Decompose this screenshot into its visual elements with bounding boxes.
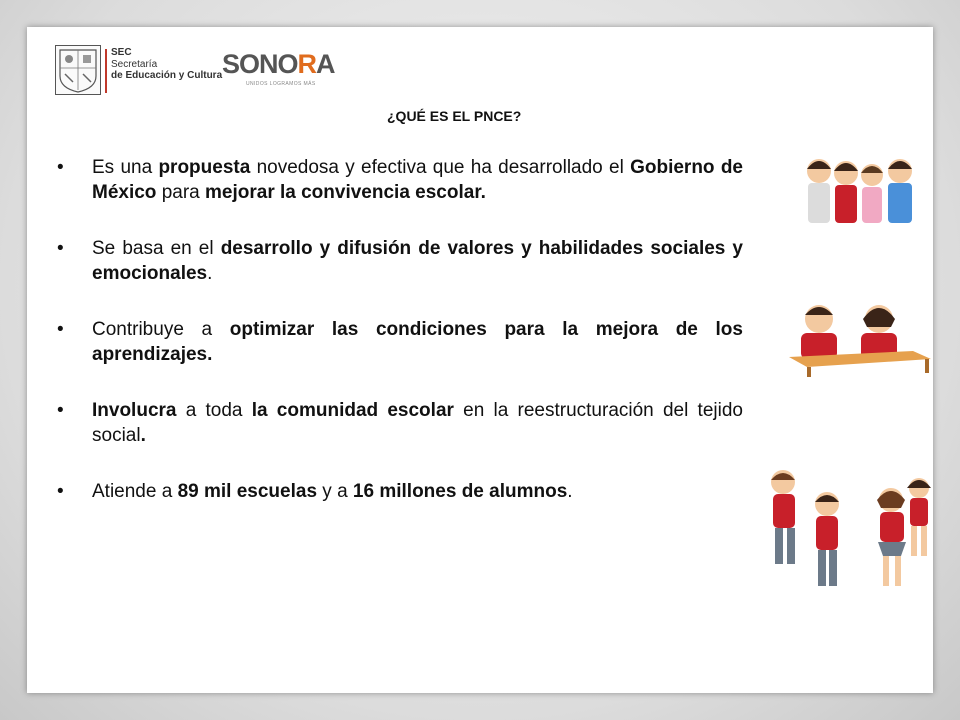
child-figure [861, 164, 883, 223]
bullet-text: para [156, 182, 206, 203]
child-figure [861, 305, 897, 359]
child-figure [907, 478, 931, 556]
sonora-part-a: SONO [222, 49, 298, 79]
bullet-item [57, 236, 743, 286]
bullet-text-bold: optimizar las condiciones para la mejora de los aprendizajes. [92, 319, 743, 365]
bullet-text: . [207, 263, 213, 284]
child-figure [888, 159, 912, 223]
bullet-marker: • [57, 319, 64, 340]
bullet-text-bold: Gobierno de México [92, 157, 743, 203]
page-title: ¿QUÉ ES EL PNCE? [387, 108, 522, 124]
bullet-list [57, 155, 743, 535]
bullet-text-bold: desarrollo y difusión de valores y habilidades sociales y emocionales [92, 238, 743, 284]
sonora-part-r: R [297, 49, 317, 79]
children-playing-illustration [765, 464, 933, 604]
sec-line2: de Educación y Cultura [111, 70, 223, 81]
bullet-text-bold: mejorar la convivencia escolar. [205, 182, 486, 203]
bullet-text-bold: 89 mil escuelas [177, 481, 318, 502]
bullet-text-bold: la comunidad escolar [251, 400, 454, 421]
child-figure [877, 488, 906, 586]
child-figure [834, 161, 858, 223]
sec-logo [55, 45, 235, 97]
child-figure [807, 159, 831, 223]
bullet-text-bold: 16 millones de alumnos [352, 481, 568, 502]
bullet-text: Es una [92, 157, 159, 178]
sec-short: SEC [111, 47, 132, 58]
bullet-marker: • [57, 400, 64, 421]
sonora-logo [222, 49, 352, 89]
bullet-text: Contribuye a [92, 319, 230, 340]
bullet-text: en la reestructuración del tejido social [92, 400, 743, 446]
children-desk-illustration [787, 297, 933, 379]
child-figure [815, 492, 839, 586]
bullet-text: y a [317, 481, 353, 502]
bullet-marker: • [57, 157, 64, 178]
bullet-text: Atiende a [92, 481, 178, 502]
bullet-item [57, 317, 743, 367]
sonora-wordmark [222, 49, 335, 80]
bullet-text-bold: . [140, 425, 146, 446]
slide [27, 27, 933, 693]
children-group-illustration [802, 149, 922, 229]
bullet-text: . [567, 481, 573, 502]
crest-icon [55, 45, 101, 95]
bullet-marker: • [57, 481, 64, 502]
sec-text [111, 47, 222, 82]
bullet-text: novedosa y efectiva que ha desarrollado el [250, 157, 631, 178]
bullet-text-bold: Involucra [92, 400, 177, 421]
bullet-marker: • [57, 238, 64, 259]
sec-divider [105, 49, 107, 93]
child-figure [801, 305, 837, 359]
sonora-tagline: UNIDOS LOGRAMOS MÁS [246, 81, 316, 87]
bullet-text: Se basa en el [92, 238, 221, 259]
bullet-text-bold: propuesta [158, 157, 251, 178]
child-figure [771, 470, 795, 564]
sonora-part-a2: A [316, 49, 335, 79]
bullet-item [57, 398, 743, 448]
bullet-item [57, 479, 743, 504]
bullet-item [57, 155, 743, 205]
sec-line1: Secretaría [111, 58, 158, 70]
bullet-text: a toda [176, 400, 252, 421]
